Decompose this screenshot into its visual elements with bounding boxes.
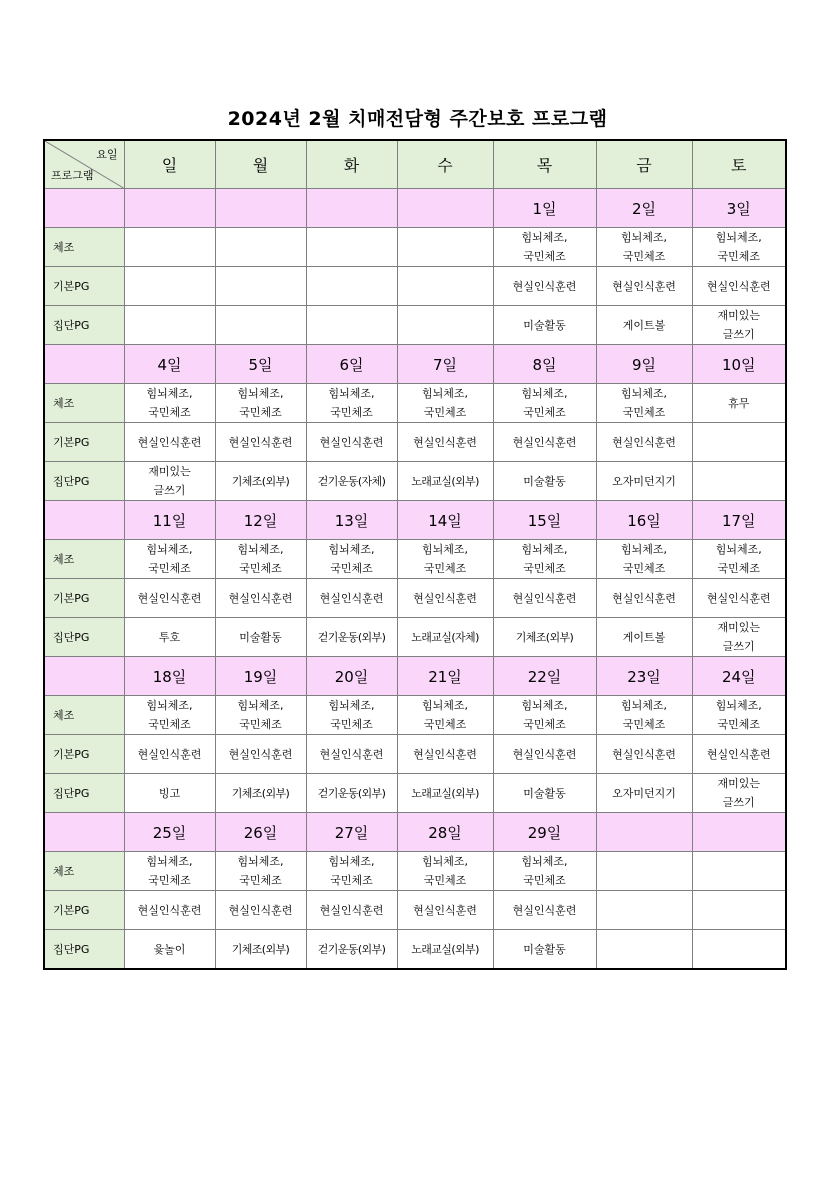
date-cell: 5일 xyxy=(215,345,306,384)
basic-cell: 현실인식훈련 xyxy=(692,579,786,618)
date-cell: 4일 xyxy=(124,345,215,384)
group-cell xyxy=(692,306,786,345)
exercise-cell xyxy=(397,696,493,735)
group-cell-line: 재미있는 xyxy=(717,309,760,322)
date-cell: 17일 xyxy=(692,501,786,540)
weekday-header: 목 xyxy=(493,140,596,189)
basic-row xyxy=(44,735,786,774)
exercise-cell-line: 힘뇌체조, xyxy=(237,855,284,868)
exercise-cell-line: 국민체조 xyxy=(239,874,282,887)
exercise-cell-line: 힘뇌체조, xyxy=(146,543,193,556)
corner-cell xyxy=(44,140,124,189)
basic-cell xyxy=(692,423,786,462)
group-cell-line: 오자미던지기 xyxy=(612,786,676,800)
exercise-cell xyxy=(596,540,692,579)
group-row-label: 집단PG xyxy=(44,462,124,501)
basic-cell: 현실인식훈련 xyxy=(215,423,306,462)
basic-row-label: 기본PG xyxy=(44,267,124,306)
date-row xyxy=(44,345,786,384)
exercise-cell-line: 힘뇌체조, xyxy=(328,387,375,400)
exercise-cell-line: 힘뇌체조, xyxy=(715,543,762,556)
group-cell xyxy=(306,306,397,345)
basic-cell: 현실인식훈련 xyxy=(596,267,692,306)
exercise-cell xyxy=(306,384,397,423)
date-cell: 28일 xyxy=(397,813,493,852)
exercise-cell-line: 힘뇌체조, xyxy=(620,387,667,400)
basic-cell: 현실인식훈련 xyxy=(124,891,215,930)
basic-cell: 현실인식훈련 xyxy=(215,579,306,618)
group-cell-line: 미술활동 xyxy=(523,474,566,488)
exercise-cell-line: 힘뇌체조, xyxy=(521,231,568,244)
exercise-row-label: 체조 xyxy=(44,228,124,267)
exercise-cell xyxy=(306,696,397,735)
exercise-cell-line: 국민체조 xyxy=(622,250,666,263)
exercise-cell-line: 국민체조 xyxy=(622,562,666,575)
exercise-row-label: 체조 xyxy=(44,384,124,423)
date-row xyxy=(44,657,786,696)
basic-cell xyxy=(306,267,397,306)
group-cell xyxy=(306,930,397,970)
exercise-cell-line: 국민체조 xyxy=(523,718,566,731)
group-cell-line: 빙고 xyxy=(158,786,181,800)
group-cell-line: 재미있는 xyxy=(717,621,760,634)
date-row xyxy=(44,501,786,540)
exercise-row xyxy=(44,852,786,891)
group-cell xyxy=(215,774,306,813)
exercise-cell xyxy=(596,228,692,267)
group-cell-line: 미술활동 xyxy=(523,318,566,332)
exercise-cell-line: 힘뇌체조, xyxy=(146,387,193,400)
date-cell xyxy=(596,813,692,852)
group-cell xyxy=(596,306,692,345)
date-cell: 12일 xyxy=(215,501,306,540)
group-cell xyxy=(124,774,215,813)
exercise-cell-line: 국민체조 xyxy=(423,718,467,731)
date-row-label xyxy=(44,657,124,696)
exercise-cell-line: 힘뇌체조, xyxy=(421,543,468,556)
group-cell xyxy=(124,618,215,657)
date-cell: 7일 xyxy=(397,345,493,384)
exercise-cell-line: 힘뇌체조, xyxy=(421,699,468,712)
date-cell: 15일 xyxy=(493,501,596,540)
exercise-cell xyxy=(493,384,596,423)
basic-cell: 현실인식훈련 xyxy=(397,891,493,930)
basic-cell: 현실인식훈련 xyxy=(215,891,306,930)
basic-cell: 현실인식훈련 xyxy=(397,579,493,618)
group-row-label: 집단PG xyxy=(44,774,124,813)
exercise-cell xyxy=(692,852,786,891)
exercise-cell-line: 국민체조 xyxy=(523,250,566,263)
exercise-cell-line: 힘뇌체조, xyxy=(521,855,568,868)
exercise-cell-line: 국민체조 xyxy=(330,718,373,731)
basic-row xyxy=(44,267,786,306)
date-cell xyxy=(692,813,786,852)
exercise-cell-line: 국민체조 xyxy=(239,562,282,575)
group-cell xyxy=(215,462,306,501)
exercise-cell xyxy=(124,852,215,891)
exercise-cell-line: 힘뇌체조, xyxy=(237,699,284,712)
exercise-cell-line: 국민체조 xyxy=(148,718,191,731)
exercise-cell-line: 힘뇌체조, xyxy=(421,387,468,400)
exercise-cell-line: 국민체조 xyxy=(622,406,666,419)
exercise-cell-line: 국민체조 xyxy=(423,874,467,887)
group-cell-line: 미술활동 xyxy=(239,630,282,644)
date-cell xyxy=(124,189,215,228)
basic-cell: 현실인식훈련 xyxy=(215,735,306,774)
exercise-cell-line: 국민체조 xyxy=(423,406,467,419)
exercise-cell-line: 국민체조 xyxy=(622,718,666,731)
group-cell xyxy=(124,930,215,970)
exercise-cell-line: 힘뇌체조, xyxy=(237,543,284,556)
date-row xyxy=(44,813,786,852)
exercise-cell-line: 힘뇌체조, xyxy=(237,387,284,400)
basic-row xyxy=(44,423,786,462)
basic-row xyxy=(44,891,786,930)
group-row xyxy=(44,930,786,970)
group-cell xyxy=(692,462,786,501)
basic-cell: 현실인식훈련 xyxy=(306,423,397,462)
exercise-cell-line: 국민체조 xyxy=(423,562,467,575)
basic-cell: 현실인식훈련 xyxy=(124,735,215,774)
exercise-cell-line: 국민체조 xyxy=(717,562,760,575)
exercise-row-label: 체조 xyxy=(44,540,124,579)
group-cell-line: 글쓰기 xyxy=(153,484,186,497)
group-cell-line: 기체조(외부) xyxy=(231,786,290,800)
group-cell xyxy=(306,774,397,813)
basic-cell: 현실인식훈련 xyxy=(692,267,786,306)
date-cell: 19일 xyxy=(215,657,306,696)
exercise-cell xyxy=(124,696,215,735)
group-cell xyxy=(306,618,397,657)
exercise-cell xyxy=(596,852,692,891)
group-row xyxy=(44,774,786,813)
exercise-cell-line: 힘뇌체조, xyxy=(521,699,568,712)
exercise-cell xyxy=(493,228,596,267)
group-cell-line: 투호 xyxy=(158,630,181,644)
group-cell xyxy=(493,774,596,813)
date-row-label xyxy=(44,501,124,540)
exercise-cell-line: 힘뇌체조, xyxy=(328,699,375,712)
exercise-cell-line: 힘뇌체조, xyxy=(146,855,193,868)
group-cell xyxy=(306,462,397,501)
group-cell xyxy=(124,462,215,501)
exercise-cell xyxy=(306,228,397,267)
basic-cell: 현실인식훈련 xyxy=(493,423,596,462)
exercise-cell-line: 힘뇌체조, xyxy=(146,699,193,712)
group-cell xyxy=(692,930,786,970)
date-cell: 25일 xyxy=(124,813,215,852)
date-cell: 9일 xyxy=(596,345,692,384)
group-row xyxy=(44,462,786,501)
exercise-cell xyxy=(215,384,306,423)
group-cell-line: 글쓰기 xyxy=(722,796,755,809)
date-cell: 6일 xyxy=(306,345,397,384)
group-cell xyxy=(397,618,493,657)
date-row xyxy=(44,189,786,228)
group-cell xyxy=(596,774,692,813)
exercise-cell-line: 힘뇌체조, xyxy=(521,543,568,556)
basic-cell xyxy=(397,267,493,306)
exercise-row xyxy=(44,696,786,735)
exercise-cell-line: 힘뇌체조, xyxy=(328,543,375,556)
exercise-cell-line: 힘뇌체조, xyxy=(620,699,667,712)
date-cell: 23일 xyxy=(596,657,692,696)
exercise-cell-line: 국민체조 xyxy=(148,406,191,419)
basic-cell: 현실인식훈련 xyxy=(306,891,397,930)
group-cell xyxy=(124,306,215,345)
group-cell xyxy=(215,930,306,970)
exercise-row xyxy=(44,384,786,423)
basic-cell: 현실인식훈련 xyxy=(692,735,786,774)
group-cell-line: 노래교실(외부) xyxy=(411,474,479,488)
exercise-cell-line: 힘뇌체조, xyxy=(521,387,568,400)
group-cell xyxy=(493,618,596,657)
basic-row-label: 기본PG xyxy=(44,423,124,462)
exercise-row-label: 체조 xyxy=(44,852,124,891)
exercise-cell-line: 힘뇌체조, xyxy=(715,231,762,244)
basic-cell: 현실인식훈련 xyxy=(306,735,397,774)
date-cell: 14일 xyxy=(397,501,493,540)
date-cell: 20일 xyxy=(306,657,397,696)
date-cell: 16일 xyxy=(596,501,692,540)
corner-weekday-label: 요일 xyxy=(96,148,118,161)
date-cell: 3일 xyxy=(692,189,786,228)
basic-cell xyxy=(596,891,692,930)
group-cell xyxy=(215,618,306,657)
weekday-header: 토 xyxy=(692,140,786,189)
group-cell xyxy=(596,930,692,970)
date-cell: 18일 xyxy=(124,657,215,696)
group-cell-line: 노래교실(외부) xyxy=(411,942,479,956)
basic-row-label: 기본PG xyxy=(44,735,124,774)
group-row-label: 집단PG xyxy=(44,306,124,345)
basic-row-label: 기본PG xyxy=(44,891,124,930)
group-cell-line: 걷기운동(외부) xyxy=(317,786,386,800)
group-cell-line: 오자미던지기 xyxy=(612,474,676,488)
basic-cell: 현실인식훈련 xyxy=(397,735,493,774)
exercise-cell-line: 국민체조 xyxy=(239,406,282,419)
group-cell-line: 걷기운동(자체) xyxy=(317,474,386,488)
exercise-cell xyxy=(397,228,493,267)
exercise-cell-line: 국민체조 xyxy=(148,562,191,575)
exercise-cell-line: 국민체조 xyxy=(523,562,566,575)
exercise-cell xyxy=(215,696,306,735)
exercise-cell xyxy=(596,696,692,735)
date-cell: 29일 xyxy=(493,813,596,852)
exercise-cell xyxy=(306,540,397,579)
group-cell-line: 기체조(외부) xyxy=(231,942,290,956)
exercise-cell-line: 힘뇌체조, xyxy=(328,855,375,868)
exercise-cell-line: 힘뇌체조, xyxy=(620,543,667,556)
group-cell xyxy=(493,462,596,501)
group-row-label: 집단PG xyxy=(44,618,124,657)
group-cell-line: 게이트볼 xyxy=(622,318,666,332)
group-cell xyxy=(397,774,493,813)
date-row-label xyxy=(44,189,124,228)
date-cell xyxy=(215,189,306,228)
exercise-cell-line: 힘뇌체조, xyxy=(715,699,762,712)
exercise-cell-line: 힘뇌체조, xyxy=(421,855,468,868)
group-cell xyxy=(493,930,596,970)
basic-row xyxy=(44,579,786,618)
weekday-header: 월 xyxy=(215,140,306,189)
exercise-cell xyxy=(397,852,493,891)
exercise-cell xyxy=(306,852,397,891)
basic-cell: 현실인식훈련 xyxy=(493,267,596,306)
date-cell: 26일 xyxy=(215,813,306,852)
group-cell-line: 윷놀이 xyxy=(153,942,186,956)
corner-program-label: 프로그램 xyxy=(51,169,94,182)
group-cell xyxy=(596,618,692,657)
group-cell-line: 게이트볼 xyxy=(622,630,666,644)
basic-cell: 현실인식훈련 xyxy=(493,891,596,930)
date-cell: 11일 xyxy=(124,501,215,540)
exercise-cell-line: 국민체조 xyxy=(148,874,191,887)
date-cell: 2일 xyxy=(596,189,692,228)
basic-cell: 현실인식훈련 xyxy=(596,579,692,618)
exercise-cell xyxy=(397,384,493,423)
exercise-cell-line: 국민체조 xyxy=(717,250,760,263)
exercise-cell xyxy=(692,540,786,579)
date-cell: 13일 xyxy=(306,501,397,540)
basic-cell: 현실인식훈련 xyxy=(306,579,397,618)
group-cell xyxy=(596,462,692,501)
exercise-cell xyxy=(692,384,786,423)
weekly-schedule-table xyxy=(43,139,787,970)
exercise-row-label: 체조 xyxy=(44,696,124,735)
exercise-cell-line: 국민체조 xyxy=(330,562,373,575)
group-row xyxy=(44,306,786,345)
group-cell xyxy=(397,306,493,345)
group-cell-line: 재미있는 xyxy=(717,777,760,790)
exercise-cell-line: 휴무 xyxy=(728,396,750,410)
exercise-cell-line: 힘뇌체조, xyxy=(620,231,667,244)
basic-cell: 현실인식훈련 xyxy=(397,423,493,462)
exercise-cell xyxy=(124,228,215,267)
group-cell xyxy=(397,462,493,501)
exercise-cell xyxy=(493,852,596,891)
date-cell xyxy=(397,189,493,228)
date-cell: 10일 xyxy=(692,345,786,384)
basic-cell: 현실인식훈련 xyxy=(596,423,692,462)
exercise-cell xyxy=(397,540,493,579)
exercise-cell xyxy=(215,852,306,891)
exercise-cell-line: 국민체조 xyxy=(330,406,373,419)
page-title: 2024년 2월 치매전담형 주간보호 프로그램 xyxy=(227,108,608,130)
weekday-header: 수 xyxy=(397,140,493,189)
basic-cell: 현실인식훈련 xyxy=(124,423,215,462)
group-cell-line: 재미있는 xyxy=(148,465,191,478)
exercise-cell-line: 국민체조 xyxy=(330,874,373,887)
exercise-cell-line: 국민체조 xyxy=(717,718,760,731)
group-cell xyxy=(692,774,786,813)
basic-cell: 현실인식훈련 xyxy=(493,735,596,774)
weekday-header: 화 xyxy=(306,140,397,189)
exercise-cell xyxy=(124,540,215,579)
header-row xyxy=(44,140,786,189)
exercise-cell xyxy=(692,228,786,267)
group-cell xyxy=(215,306,306,345)
basic-cell xyxy=(215,267,306,306)
basic-row-label: 기본PG xyxy=(44,579,124,618)
basic-cell: 현실인식훈련 xyxy=(493,579,596,618)
group-cell-line: 노래교실(외부) xyxy=(411,786,479,800)
group-cell-line: 노래교실(자체) xyxy=(411,630,479,644)
exercise-cell-line: 국민체조 xyxy=(523,874,566,887)
group-cell-line: 글쓰기 xyxy=(722,328,755,341)
exercise-cell-line: 국민체조 xyxy=(239,718,282,731)
group-cell-line: 글쓰기 xyxy=(722,640,755,653)
date-cell: 8일 xyxy=(493,345,596,384)
exercise-row xyxy=(44,228,786,267)
exercise-row xyxy=(44,540,786,579)
group-cell xyxy=(692,618,786,657)
group-cell xyxy=(397,930,493,970)
date-cell: 27일 xyxy=(306,813,397,852)
group-cell-line: 미술활동 xyxy=(523,942,566,956)
group-cell-line: 미술활동 xyxy=(523,786,566,800)
group-cell-line: 걷기운동(외부) xyxy=(317,942,386,956)
group-cell-line: 기체조(외부) xyxy=(231,474,290,488)
exercise-cell xyxy=(493,540,596,579)
date-cell: 21일 xyxy=(397,657,493,696)
exercise-cell-line: 국민체조 xyxy=(523,406,566,419)
group-cell-line: 기체조(외부) xyxy=(515,630,574,644)
exercise-cell xyxy=(692,696,786,735)
weekday-header: 금 xyxy=(596,140,692,189)
exercise-cell xyxy=(596,384,692,423)
group-row-label: 집단PG xyxy=(44,930,124,970)
basic-cell xyxy=(692,891,786,930)
group-cell xyxy=(493,306,596,345)
date-cell: 1일 xyxy=(493,189,596,228)
date-cell: 24일 xyxy=(692,657,786,696)
exercise-cell xyxy=(493,696,596,735)
date-row-label xyxy=(44,813,124,852)
exercise-cell xyxy=(215,228,306,267)
weekday-header: 일 xyxy=(124,140,215,189)
date-cell xyxy=(306,189,397,228)
basic-cell: 현실인식훈련 xyxy=(124,579,215,618)
basic-cell: 현실인식훈련 xyxy=(596,735,692,774)
date-row-label xyxy=(44,345,124,384)
basic-cell xyxy=(124,267,215,306)
date-cell: 22일 xyxy=(493,657,596,696)
group-row xyxy=(44,618,786,657)
exercise-cell xyxy=(215,540,306,579)
exercise-cell xyxy=(124,384,215,423)
group-cell-line: 걷기운동(외부) xyxy=(317,630,386,644)
